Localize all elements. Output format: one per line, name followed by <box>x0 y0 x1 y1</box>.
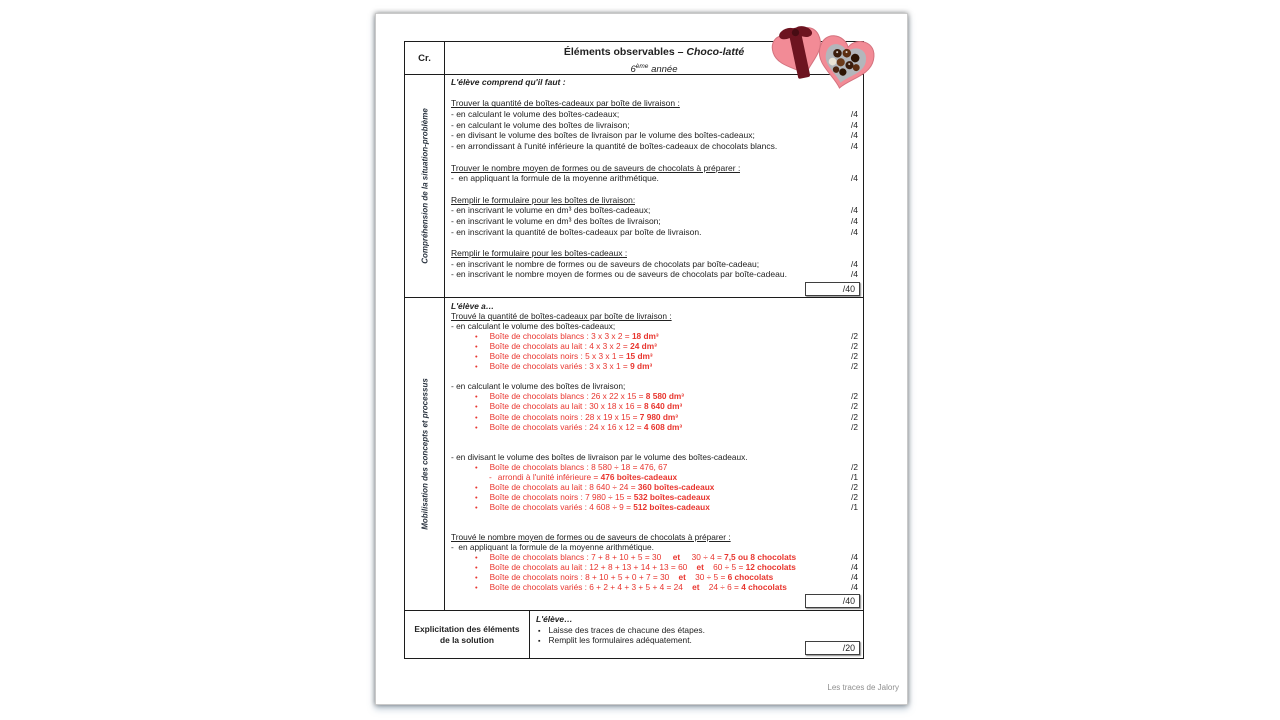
rubric-line <box>536 614 860 625</box>
rubric-line <box>451 582 860 592</box>
line-text: • Boîte de chocolats au lait : 4 x 3 x 2 = 24 dm³ <box>475 341 657 352</box>
section-mobilisation-content <box>445 298 863 610</box>
score-value: /2 <box>851 361 858 372</box>
rubric-line <box>451 401 860 411</box>
rubric-line <box>451 542 860 552</box>
bullet-icon: • <box>475 502 478 512</box>
rubric-line <box>451 532 860 542</box>
section-label-cell <box>405 298 445 610</box>
bullet-icon: • <box>475 492 478 502</box>
line-text: • Boîte de chocolats noirs : 28 x 19 x 15 = 7 980 dm³ <box>475 411 679 422</box>
spacer <box>451 237 860 248</box>
line-text: Remplir le formulaire pour les boîtes-cadeaux : <box>451 248 628 258</box>
rubric-line <box>451 482 860 492</box>
score-value: /4 <box>850 205 858 216</box>
rubric-line <box>451 205 860 216</box>
score-value: /2 <box>851 481 858 492</box>
line-text: • Boîte de chocolats noirs : 7 980 ÷ 15 = 532 boîtes-cadeaux <box>475 491 711 502</box>
total-score-box: /40 <box>805 282 860 296</box>
score-value: /4 <box>850 130 858 141</box>
spacer <box>451 152 860 163</box>
score-value: /2 <box>851 411 858 422</box>
rubric-line <box>451 130 860 141</box>
score-value: /2 <box>851 461 858 472</box>
rubric-line <box>451 141 860 152</box>
score-value: /2 <box>851 391 858 402</box>
line-text: • Boîte de chocolats blancs : 7 + 8 + 10 + 5 = 30 et 30 ÷ 4 = 7,5 ou 8 chocolats <box>475 552 797 563</box>
bullet-icon: ▪ <box>538 638 541 645</box>
score-value: /2 <box>851 401 858 412</box>
spacer <box>451 184 860 195</box>
line-text: • Boîte de chocolats au lait : 12 + 8 + 13 + 14 + 13 = 60 et 60 ÷ 5 = 12 chocolats <box>475 562 796 573</box>
score-value: /4 <box>850 119 858 130</box>
rubric-line <box>451 227 860 238</box>
spacer <box>451 371 860 381</box>
rubric-line <box>451 361 860 371</box>
section-label-cell <box>405 75 445 297</box>
bullet-icon: • <box>475 352 478 362</box>
section-explicitation <box>405 611 863 658</box>
rubric-line <box>451 98 860 109</box>
line-text: ▪ Remplit les formulaires adéquatement. <box>536 635 692 648</box>
document-page <box>375 13 908 705</box>
section-explicitation-content <box>530 611 863 658</box>
bullet-icon: • <box>475 392 478 402</box>
line-text: Trouver le nombre moyen de formes ou de saveurs de chocolats à préparer : <box>451 162 741 173</box>
line-text: - en calculant le volume des boîtes de livraison; <box>451 119 630 130</box>
footer-credit: Les traces de Jalory <box>827 683 899 692</box>
line-text: - en calculant le volume des boîtes-cadeaux; <box>451 321 616 332</box>
rubric-line <box>451 311 860 321</box>
section-comprehension-content <box>445 75 863 297</box>
heart-chocolate-box-image <box>765 22 887 96</box>
rubric-line <box>451 331 860 341</box>
rubric-line <box>451 351 860 361</box>
section-mobilisation <box>405 298 863 611</box>
line-text: • Boîte de chocolats au lait : 8 640 ÷ 24 = 360 boîtes-cadeaux <box>475 481 715 492</box>
line-text: L'élève a… <box>451 301 495 311</box>
spacer <box>451 512 860 522</box>
line-text: Trouver la quantité de boîtes-cadeaux par boîte de livraison : <box>451 98 680 109</box>
line-text: • Boîte de chocolats blancs : 8 580 ÷ 18 = 476, 67 <box>475 461 668 472</box>
line-text: • Boîte de chocolats blancs : 26 x 22 x 15 = 8 580 dm³ <box>475 391 685 402</box>
bullet-icon: • <box>475 583 478 593</box>
rubric-line <box>451 462 860 472</box>
rubric-line <box>451 552 860 562</box>
rubric-line <box>451 502 860 512</box>
rubric-line <box>451 259 860 270</box>
rubric-line <box>451 120 860 131</box>
rubric-line <box>451 422 860 432</box>
score-value: /4 <box>851 552 858 563</box>
bullet-icon: • <box>475 332 478 342</box>
score-value: /1 <box>851 471 858 482</box>
line-text: - en calculant le volume des boîtes-cadeaux; <box>451 109 620 120</box>
bullet-icon: • <box>475 482 478 492</box>
bullet-icon: • <box>475 563 478 573</box>
document-subtitle-accent: Choco-latté <box>686 46 745 58</box>
line-text: Trouvé le nombre moyen de formes ou de saveurs de chocolats à préparer : <box>451 532 731 543</box>
rubric-line <box>451 195 860 206</box>
line-text: - en inscrivant le volume en dm³ des boîtes-cadeaux; <box>451 205 651 216</box>
line-text: ▪ Laisse des traces de chacune des étapes. <box>536 625 705 638</box>
section-comprehension <box>405 75 863 298</box>
line-text: • Boîte de chocolats noirs : 5 x 3 x 1 = 15 dm³ <box>475 351 653 362</box>
score-value: /4 <box>850 258 858 269</box>
rubric-line <box>451 248 860 259</box>
line-text: - en divisant le volume des boîtes de livraison par le volume des boîtes-cadeaux. <box>451 451 748 462</box>
line-text: - arrondi à l'unité inférieure = 476 boîtes-cadeaux <box>489 471 678 482</box>
line-text: • Boîte de chocolats noirs : 8 + 10 + 5 + 0 + 7 = 30 et 30 ÷ 5 = 6 chocolats <box>475 572 774 583</box>
rubric-line <box>451 321 860 331</box>
score-value: /1 <box>851 501 858 512</box>
rubric-line <box>451 492 860 502</box>
bullet-icon: • <box>475 462 478 472</box>
score-value: /4 <box>850 215 858 226</box>
rubric-table <box>404 41 864 659</box>
score-value: /4 <box>850 226 858 237</box>
rubric-line <box>451 391 860 401</box>
rubric-line <box>451 341 860 351</box>
section-label-mobilisation: Mobilisation des concepts et processus <box>420 378 429 530</box>
rubric-line <box>451 381 860 391</box>
document-title: Éléments observables – Choco-latté <box>563 46 745 58</box>
grade-subtitle: 6ème année <box>630 63 678 76</box>
line-text: • Boîte de chocolats variés : 6 + 2 + 4 + 3 + 5 + 4 = 24 et 24 ÷ 6 = 4 chocolats <box>475 582 787 593</box>
total-score-box: /20 <box>805 641 860 655</box>
rubric-line <box>451 109 860 120</box>
rubric-line <box>451 472 860 482</box>
bullet-icon: • <box>475 422 478 432</box>
line-text: L'élève comprend qu'il faut : <box>451 77 566 87</box>
score-value: /4 <box>851 562 858 573</box>
rubric-line <box>451 269 860 280</box>
line-text: - en inscrivant le nombre de formes ou de saveurs de chocolats par boîte-cadeau; <box>451 258 760 269</box>
score-value: /4 <box>850 269 858 280</box>
rubric-line <box>451 412 860 422</box>
score-value: /2 <box>851 341 858 352</box>
spacer <box>451 432 860 442</box>
rubric-line <box>451 216 860 227</box>
score-value: /4 <box>850 141 858 152</box>
bullet-icon: • <box>475 402 478 412</box>
line-text: • Boîte de chocolats blancs : 3 x 3 x 2 = 18 dm³ <box>475 331 659 342</box>
score-value: /2 <box>851 331 858 342</box>
bullet-icon: • <box>475 362 478 372</box>
rubric-line <box>451 301 860 311</box>
line-text: • Boîte de chocolats variés : 3 x 3 x 1 = 9 dm³ <box>475 361 653 372</box>
bullet-icon: • <box>475 342 478 352</box>
score-value: /2 <box>851 351 858 362</box>
line-text: • Boîte de chocolats variés : 24 x 16 x 12 = 4 608 dm³ <box>475 421 683 432</box>
line-text: - en appliquant la formule de la moyenne arithmétique. <box>451 173 659 184</box>
total-score-box: /40 <box>805 594 860 608</box>
score-value: /4 <box>851 572 858 583</box>
line-text: - en appliquant la formule de la moyenne arithmétique. <box>451 542 654 553</box>
rubric-line <box>536 625 860 636</box>
section-label-explicitation: Explicitation des éléments de la solution <box>405 611 530 658</box>
section-label-comprehension: Compréhension de la situation-problème <box>420 108 429 264</box>
line-text: Remplir le formulaire pour les boîtes de livraison: <box>451 194 636 205</box>
line-text: - en divisant le volume des boîtes de livraison par le volume des boîtes-cadeaux; <box>451 130 755 141</box>
line-text: - en inscrivant le volume en dm³ des boîtes de livraison; <box>451 215 661 226</box>
spacer <box>451 522 860 532</box>
bullet-icon: • <box>475 412 478 422</box>
line-text: Trouvé la quantité de boîtes-cadeaux par boîte de livraison : <box>451 311 672 322</box>
score-value: /2 <box>851 421 858 432</box>
bullet-icon: • <box>475 553 478 563</box>
line-text: - en calculant le volume des boîtes de livraison; <box>451 381 626 392</box>
line-text: • Boîte de chocolats variés : 4 608 ÷ 9 = 512 boîtes-cadeaux <box>475 501 710 512</box>
bullet-icon: ▪ <box>538 627 541 635</box>
criteria-column-header: Cr. <box>405 42 445 74</box>
spacer <box>451 442 860 452</box>
line-text: • Boîte de chocolats au lait : 30 x 18 x 16 = 8 640 dm³ <box>475 401 683 412</box>
rubric-line <box>451 163 860 174</box>
box-bottom <box>813 33 877 93</box>
score-value: /2 <box>851 491 858 502</box>
line-text: - en inscrivant la quantité de boîtes-cadeaux par boîte de livraison. <box>451 226 702 237</box>
score-value: /4 <box>851 582 858 593</box>
dash-icon: - <box>489 471 492 482</box>
score-value: /4 <box>850 173 858 184</box>
rubric-line <box>451 572 860 582</box>
line-text: - en inscrivant le nombre moyen de formes ou de saveurs de chocolats par boîte-cadeau. <box>451 269 787 280</box>
rubric-line <box>451 173 860 184</box>
rubric-line <box>451 562 860 572</box>
line-text: L'élève… <box>536 614 573 624</box>
score-value: /4 <box>850 109 858 120</box>
line-text: - en arrondissant à l'unité inférieure la quantité de boîtes-cadeaux de chocolats blancs. <box>451 141 778 152</box>
bullet-icon: • <box>475 573 478 583</box>
rubric-line <box>451 452 860 462</box>
section-total-row <box>451 592 860 609</box>
section-total-row <box>451 280 860 297</box>
